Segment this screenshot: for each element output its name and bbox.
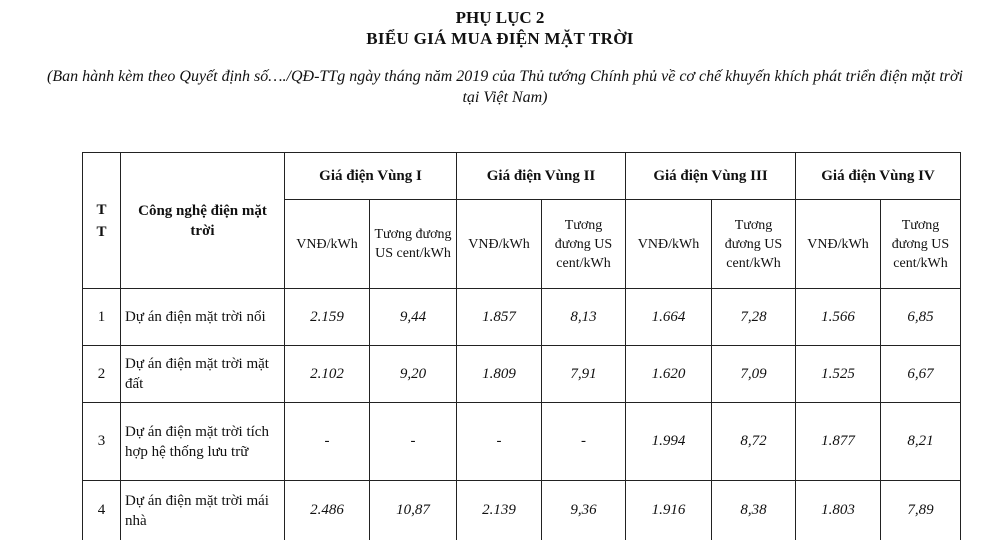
row-technology: Dự án điện mặt trời tích hợp hệ thống lưu trữ xyxy=(121,403,285,481)
unit-us-cent: Tương đương US cent/kWh xyxy=(881,200,961,289)
appendix-title: PHỤ LỤC 2 xyxy=(455,8,545,27)
price-cell: 8,72 xyxy=(712,403,796,481)
table-row xyxy=(83,346,961,403)
price-cell: 1.664 xyxy=(626,289,712,346)
table-row xyxy=(83,481,961,541)
price-cell: - xyxy=(370,403,457,481)
row-index: 3 xyxy=(83,403,121,481)
price-cell: 9,36 xyxy=(542,481,626,541)
price-cell: 7,09 xyxy=(712,346,796,403)
header-tt-text: T T xyxy=(96,201,107,240)
price-cell: 1.857 xyxy=(457,289,542,346)
price-cell: 6,85 xyxy=(881,289,961,346)
row-index: 2 xyxy=(83,346,121,403)
unit-vnd: VNĐ/kWh xyxy=(626,200,712,289)
price-cell: 1.809 xyxy=(457,346,542,403)
row-technology: Dự án điện mặt trời nổi xyxy=(121,289,285,346)
price-cell: 8,38 xyxy=(712,481,796,541)
unit-us-cent: Tương đương US cent/kWh xyxy=(370,200,457,289)
unit-vnd: VNĐ/kWh xyxy=(457,200,542,289)
header-region-4: Giá điện Vùng IV xyxy=(796,153,961,200)
unit-us-cent: Tương đương US cent/kWh xyxy=(712,200,796,289)
price-cell: 6,67 xyxy=(881,346,961,403)
price-cell: 10,87 xyxy=(370,481,457,541)
price-table xyxy=(82,152,961,541)
table-row xyxy=(83,403,961,481)
price-cell: 1.803 xyxy=(796,481,881,541)
price-cell: 8,21 xyxy=(881,403,961,481)
price-cell: 2.159 xyxy=(285,289,370,346)
price-cell: - xyxy=(457,403,542,481)
header-tt xyxy=(83,153,121,289)
price-cell: 7,89 xyxy=(881,481,961,541)
price-cell: 2.486 xyxy=(285,481,370,541)
row-index: 4 xyxy=(83,481,121,541)
unit-us-cent: Tương đương US cent/kWh xyxy=(542,200,626,289)
row-technology: Dự án điện mặt trời mặt đất xyxy=(121,346,285,403)
price-cell: 1.525 xyxy=(796,346,881,403)
row-technology: Dự án điện mặt trời mái nhà xyxy=(121,481,285,541)
header-region-2: Giá điện Vùng II xyxy=(457,153,626,200)
price-cell: - xyxy=(542,403,626,481)
document-title: BIỂU GIÁ MUA ĐIỆN MẶT TRỜI xyxy=(366,29,634,48)
price-cell: 7,28 xyxy=(712,289,796,346)
unit-vnd: VNĐ/kWh xyxy=(796,200,881,289)
header-region-3: Giá điện Vùng III xyxy=(626,153,796,200)
price-cell: 1.877 xyxy=(796,403,881,481)
price-cell: 9,44 xyxy=(370,289,457,346)
header-technology: Công nghệ điện mặt trời xyxy=(121,153,285,289)
header-region-1: Giá điện Vùng I xyxy=(285,153,457,200)
document-header xyxy=(0,8,1000,49)
price-cell: 7,91 xyxy=(542,346,626,403)
row-index: 1 xyxy=(83,289,121,346)
price-cell: 1.994 xyxy=(626,403,712,481)
table-row xyxy=(83,289,961,346)
price-cell: 9,20 xyxy=(370,346,457,403)
page-bottom-crop xyxy=(0,540,1000,549)
document-subtitle: (Ban hành kèm theo Quyết định số…./QĐ-TTg ngày tháng năm 2019 của Thủ tướng Chính phủ về cơ chế khuyến khích phát triển điện mặt trời tại Việt Nam) xyxy=(47,68,963,106)
unit-vnd: VNĐ/kWh xyxy=(285,200,370,289)
price-cell: 2.102 xyxy=(285,346,370,403)
price-cell: 1.916 xyxy=(626,481,712,541)
price-cell: 8,13 xyxy=(542,289,626,346)
price-cell: - xyxy=(285,403,370,481)
price-cell: 2.139 xyxy=(457,481,542,541)
price-cell: 1.566 xyxy=(796,289,881,346)
price-cell: 1.620 xyxy=(626,346,712,403)
